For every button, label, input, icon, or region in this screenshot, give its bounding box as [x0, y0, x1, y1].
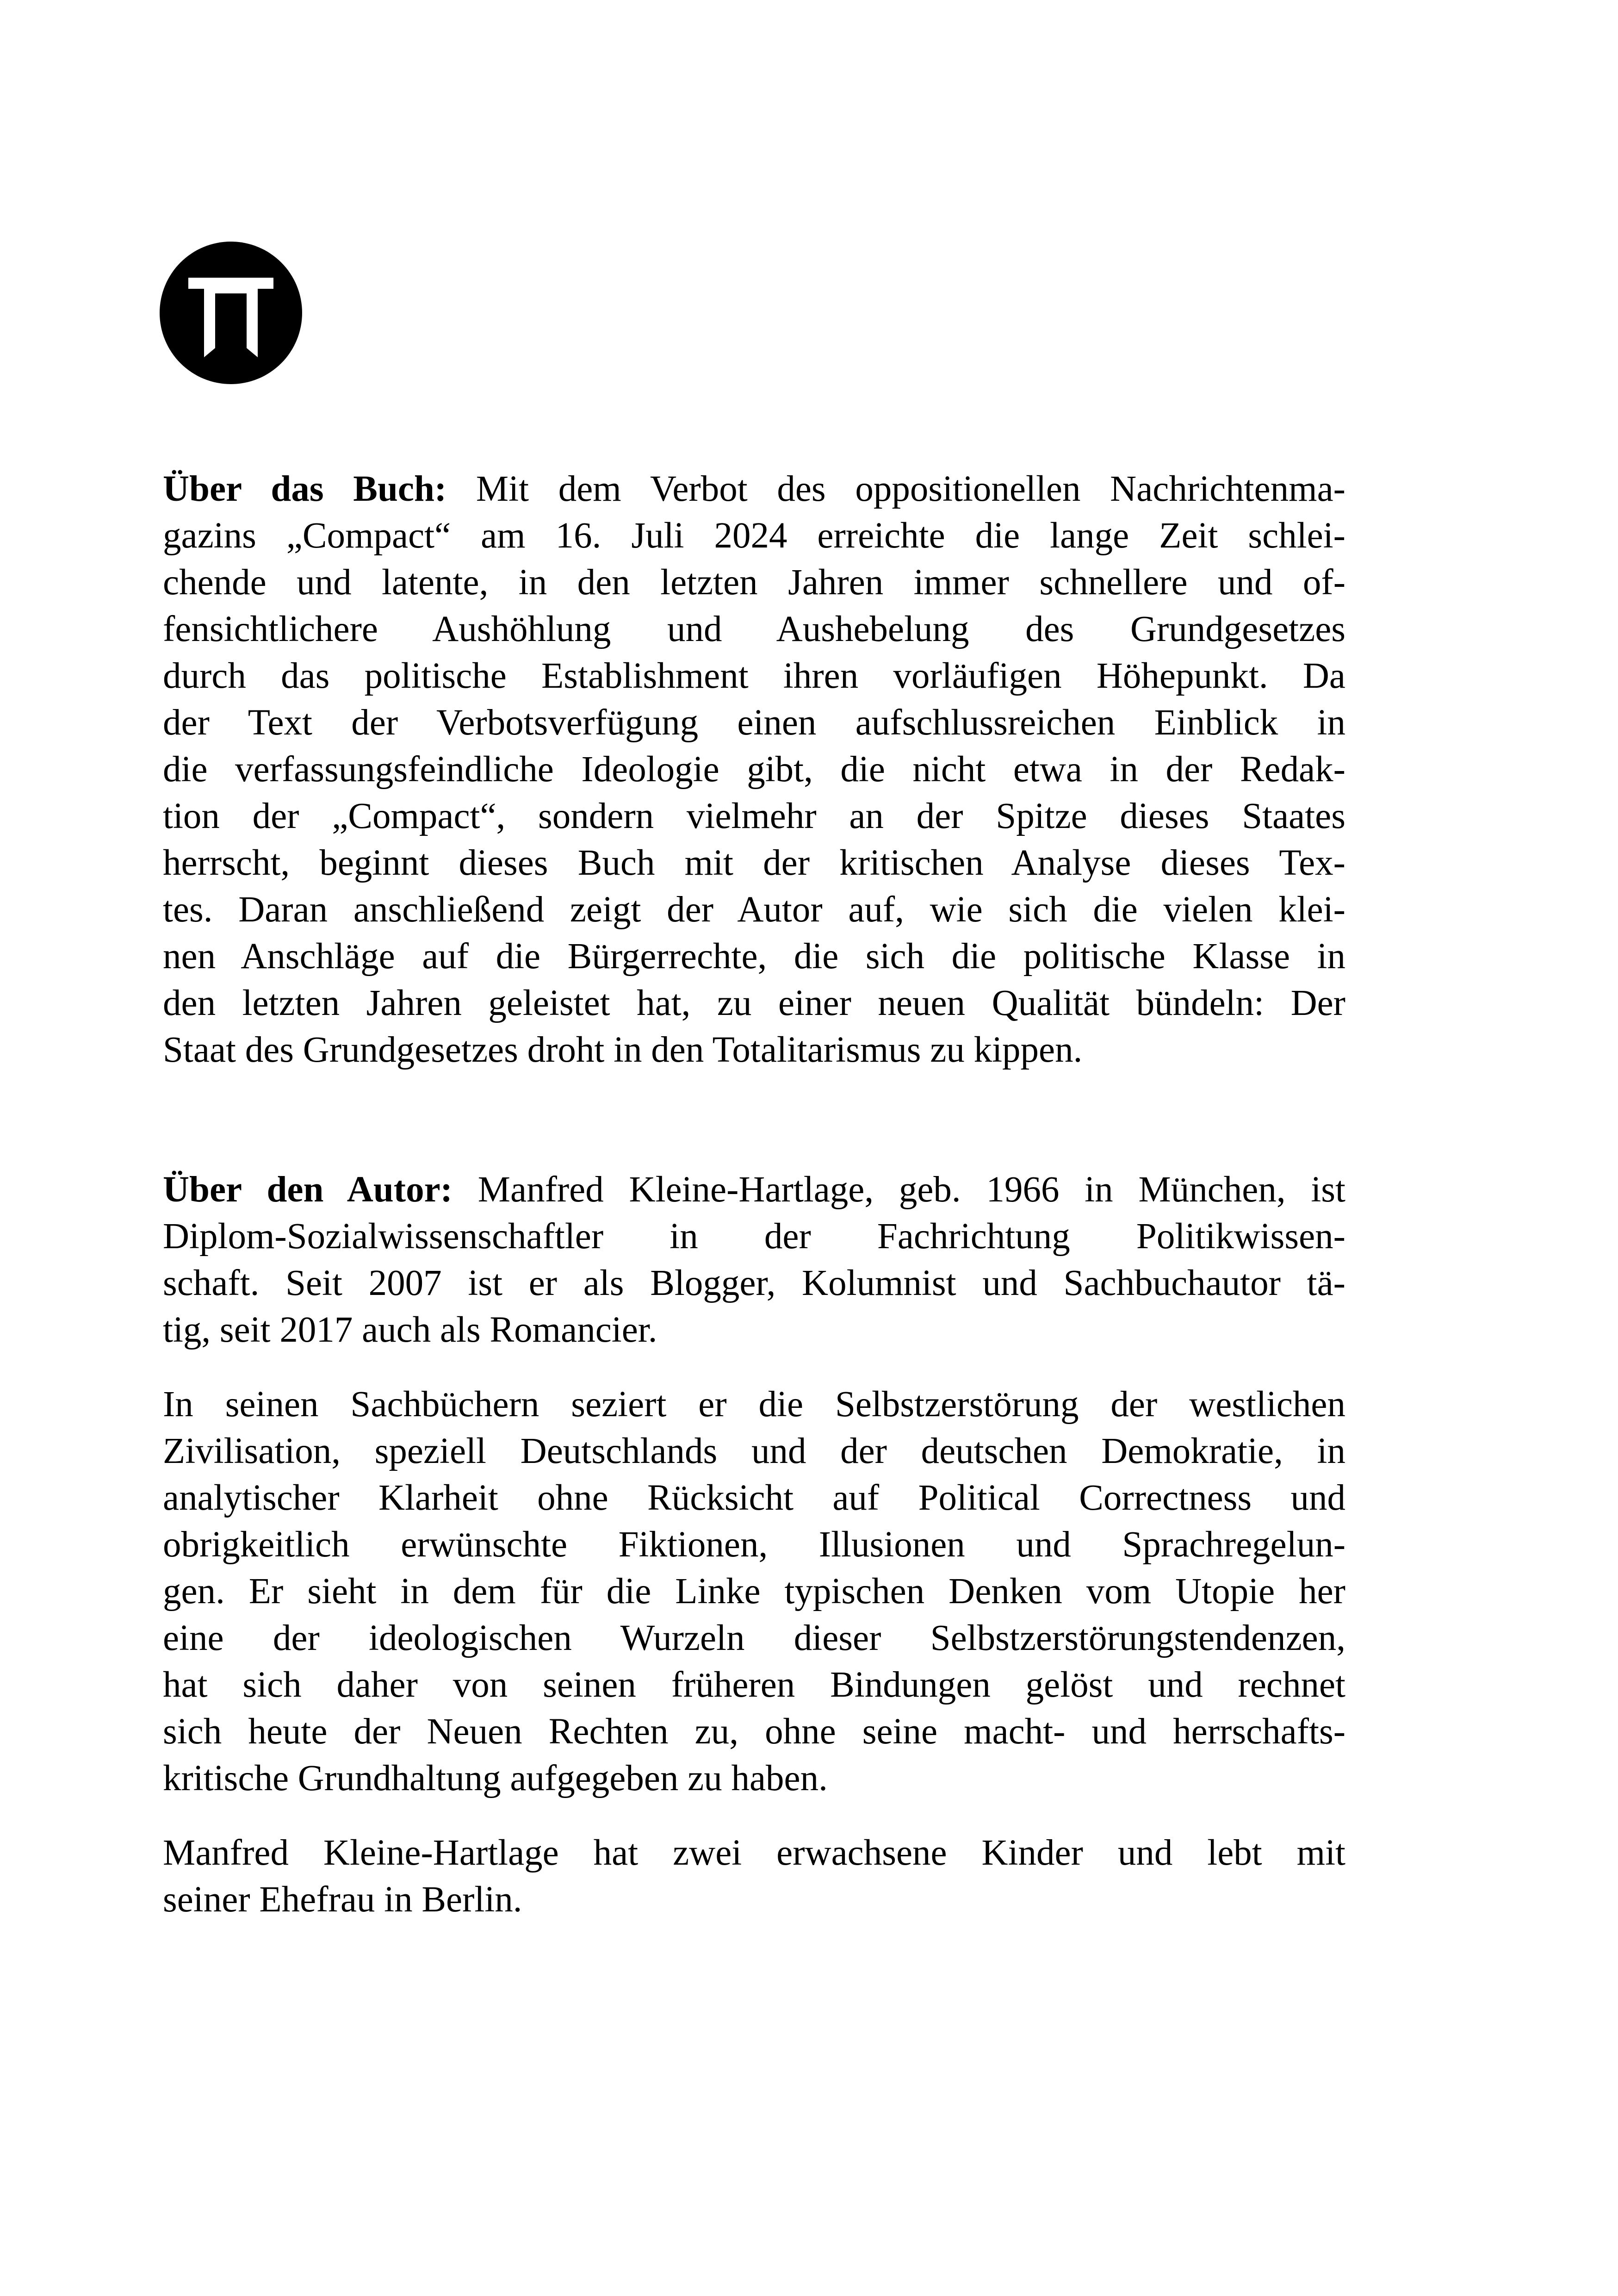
about-book-line: gazins „Compact“ am 16. Juli 2024 erreichte die lange Zeit schlei- [163, 516, 1345, 556]
about-author-paragraph-1 [163, 1166, 1345, 1353]
about-book-label: Über das Buch: [163, 469, 447, 509]
about-book-line: Staat des Grundgesetzes droht in den Totalitarismus zu kippen. [163, 1030, 1083, 1070]
about-author-line: obrigkeitlich erwünschte Fiktionen, Illusionen und Sprachregelun- [163, 1524, 1345, 1565]
about-author-line: Zivilisation, speziell Deutschlands und der deutschen Demokratie, in [163, 1431, 1345, 1471]
about-author-line: In seinen Sachbüchern seziert er die Selbstzerstörung der westlichen [163, 1384, 1345, 1425]
about-book-section [163, 466, 1345, 1073]
about-book-line: Über das Buch: Mit dem Verbot des oppositionellen Nachrichtenma- [163, 469, 1345, 509]
about-author-line: kritische Grundhaltung aufgegeben zu haben. [163, 1758, 828, 1798]
about-author-paragraph-3 [163, 1829, 1345, 1923]
about-book-line: den letzten Jahren geleistet hat, zu einer neuen Qualität bündeln: Der [163, 983, 1345, 1023]
about-author-line: hat sich daher von seinen früheren Bindungen gelöst und rechnet [163, 1665, 1345, 1705]
about-author-line: gen. Er sieht in dem für die Linke typischen Denken vom Utopie her [163, 1571, 1345, 1612]
about-author-line: seiner Ehefrau in Berlin. [163, 1879, 522, 1920]
about-author-line: Diplom-Sozialwissenschaftler in der Fachrichtung Politikwissen- [163, 1216, 1345, 1257]
about-author-line: schaft. Seit 2007 ist er als Blogger, Kolumnist und Sachbuchautor tä- [163, 1263, 1345, 1303]
about-author-line: tig, seit 2017 auch als Romancier. [163, 1310, 657, 1350]
about-book-line: tes. Daran anschließend zeigt der Autor auf, wie sich die vielen klei- [163, 890, 1345, 930]
about-book-line: durch das politische Establishment ihren vorläufigen Höhepunkt. Da [163, 656, 1345, 696]
about-book-line: fensichtlichere Aushöhlung und Aushebelung des Grundgesetzes [163, 609, 1345, 649]
about-author-line: analytischer Klarheit ohne Rücksicht auf Political Correctness und [163, 1478, 1345, 1518]
about-book-line: der Text der Verbotsverfügung einen aufschlussreichen Einblick in [163, 703, 1345, 743]
about-book-line: die verfassungsfeindliche Ideologie gibt, die nicht etwa in der Redak- [163, 749, 1345, 790]
about-book-line: chende und latente, in den letzten Jahren immer schnellere und of- [163, 562, 1345, 603]
about-author-line: sich heute der Neuen Rechten zu, ohne seine macht- und herrschafts- [163, 1711, 1345, 1752]
about-author-section [163, 1166, 1345, 1923]
about-book-line: herrscht, beginnt dieses Buch mit der kritischen Analyse dieses Tex- [163, 843, 1345, 883]
about-book-line: tion der „Compact“, sondern vielmehr an der Spitze dieses Staates [163, 796, 1345, 836]
about-book-paragraph [163, 466, 1345, 1073]
about-author-line: eine der ideologischen Wurzeln dieser Selbstzerstörungstendenzen, [163, 1618, 1345, 1658]
about-author-line: Manfred Kleine-Hartlage hat zwei erwachsene Kinder und lebt mit [163, 1833, 1345, 1873]
publisher-logo [160, 242, 302, 384]
publisher-logo-icon [160, 242, 302, 384]
about-author-line: Über den Autor: Manfred Kleine-Hartlage, geb. 1966 in München, ist [163, 1170, 1345, 1210]
about-book-line: nen Anschläge auf die Bürgerrechte, die sich die politische Klasse in [163, 936, 1345, 977]
about-author-paragraph-2 [163, 1381, 1345, 1802]
about-author-label: Über den Autor: [163, 1170, 453, 1210]
